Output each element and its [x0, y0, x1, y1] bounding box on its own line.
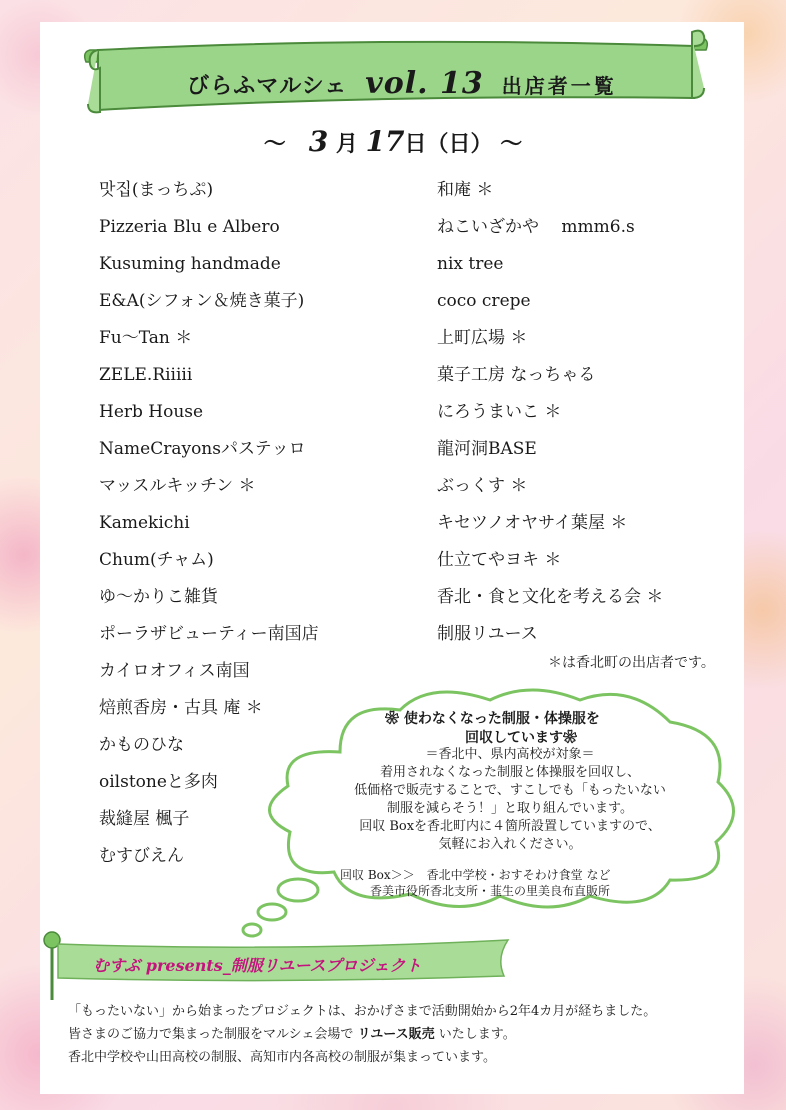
collection-box-info — [340, 867, 610, 899]
banner-subtitle: 出店者一覧 — [501, 74, 617, 98]
vendor-item: むすびえん — [99, 846, 184, 866]
vendor-item: ゆ～かりこ雑貨 — [99, 587, 218, 607]
vendor-item: Herb House — [99, 402, 204, 422]
footer-line2-a: 皆さまのご協力で集まった制服をマルシェ会場で — [68, 1027, 358, 1042]
vendor-item: 和庵 ＊ — [437, 180, 494, 200]
date-day: 17 — [365, 125, 405, 158]
cloud-body-line: 低価格で販売することで、すこしでも「もったいない — [354, 783, 666, 798]
date-suffix: 〜 — [500, 131, 523, 157]
cloud-body-line: 着用されなくなった制服と体操服を回収し、 — [379, 765, 640, 780]
vendor-item: ぶっくす ＊ — [437, 476, 528, 496]
kahoku-note: ＊は香北町の出店者です。 — [548, 655, 715, 671]
date-month-unit: 月 — [335, 131, 358, 157]
date-day-unit: 日（日） — [404, 131, 493, 157]
footer-line3: 香北中学校や山田高校の制服、高知市内各高校の制服が集まっています。 — [68, 1050, 496, 1065]
vendor-item: カイロオフィス南国 — [99, 661, 250, 681]
cloud-body-line: ＝香北中、県内高校が対象＝ — [425, 747, 595, 762]
vendor-item: E&A(シフォン＆焼き菓子) — [99, 291, 305, 311]
banner-title — [142, 66, 662, 104]
vendor-item: nix tree — [437, 254, 504, 274]
vendor-item: 仕立てやヨキ ＊ — [437, 550, 562, 570]
title-banner — [82, 28, 710, 120]
cloud-body-line: 気軽にお入れください。 — [438, 837, 582, 852]
collection-box-line1: 回収 Box＞＞ 香北中学校・おすそわけ食堂 など — [340, 868, 611, 882]
footer-line2-c: いたします。 — [434, 1027, 516, 1042]
vendor-item: NameCrayonsパステッロ — [99, 439, 306, 459]
footer-line2-emphasis: リユース販売 — [357, 1027, 435, 1042]
vendor-item: 맛집(まっちぷ) — [99, 180, 214, 200]
event-date — [0, 125, 786, 158]
vendor-item: かものひな — [99, 735, 184, 755]
cloud-body — [300, 746, 720, 854]
date-prefix: 〜 — [263, 131, 286, 157]
vendor-item: Pizzeria Blu e Albero — [99, 217, 280, 237]
vendor-item: キセツノオヤサイ葉屋 ＊ — [437, 513, 628, 533]
vendor-item: ZELE.Riiiii — [99, 365, 193, 385]
project-title: むすぶ presents_制服リユースプロジェクト — [93, 956, 422, 975]
vendor-item: マッスルキッチン ＊ — [99, 476, 256, 496]
footer-line1: 「もったいない」から始まったプロジェクトは、おかげさまで活動開始から2年4カ月が経ちました。 — [68, 1004, 657, 1019]
vendor-item: 上町広場 ＊ — [437, 328, 528, 348]
event-name: びらふマルシェ — [187, 73, 348, 99]
vendor-item: 制服リユース — [437, 624, 538, 644]
vendor-item: 裁縫屋 楓子 — [99, 809, 190, 829]
vendor-list-right — [437, 178, 663, 659]
vendor-item: coco crepe — [437, 291, 531, 311]
vendor-item: 焙煎香房・古具 庵 ＊ — [99, 698, 263, 718]
cloud-body-line: 回収 Boxを香北町内に４箇所設置していますので、 — [359, 819, 661, 834]
vendor-item: にろうまいこ ＊ — [437, 402, 562, 422]
collection-box-line2: 香美市役所香北支所・韮生の里美良布直販所 — [370, 884, 611, 898]
vendor-item: Chum(チャム) — [99, 550, 214, 570]
cloud-title — [385, 710, 685, 748]
vendor-item: ポーラザビューティー南国店 — [99, 624, 319, 644]
vendor-item: ねこいざかや mmm6.s — [437, 217, 635, 237]
vendor-item: 龍河洞BASE — [437, 439, 537, 459]
vendor-item: Fu～Tan ＊ — [99, 328, 193, 348]
volume-number: vol. 13 — [365, 66, 484, 101]
project-description — [68, 1000, 656, 1069]
vendor-item: Kusuming handmade — [99, 254, 281, 274]
vendor-item: 香北・食と文化を考える会 ＊ — [437, 587, 664, 607]
vendor-item: 菓子工房 なっちゃる — [437, 365, 596, 385]
footer-line2 — [68, 1023, 656, 1046]
cloud-title-line1: ❀ 使わなくなった制服・体操服を — [385, 711, 600, 727]
date-month: 3 — [308, 125, 329, 158]
cloud-body-line: 制服を減らそう！」と取り組んでいます。 — [387, 801, 633, 816]
cloud-title-line2: 回収しています❀ — [465, 730, 577, 746]
vendor-item: Kamekichi — [99, 513, 190, 533]
vendor-item: oilstoneと多肉 — [99, 772, 218, 792]
